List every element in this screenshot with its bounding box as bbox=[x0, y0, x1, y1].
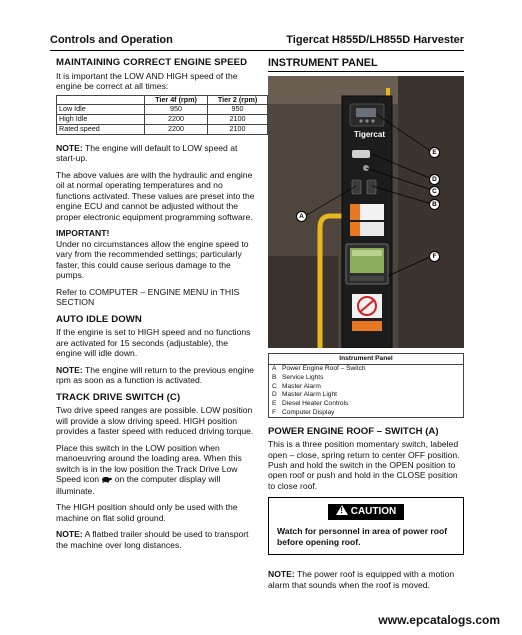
important-label: IMPORTANT! bbox=[56, 228, 110, 239]
header-rule bbox=[50, 50, 464, 51]
callout-e: E bbox=[429, 147, 440, 158]
section-title-track-drive: TRACK DRIVE SWITCH (C) bbox=[56, 391, 181, 403]
instrument-panel-photo bbox=[268, 76, 464, 348]
legend-letter: E bbox=[272, 399, 277, 407]
table-row bbox=[57, 125, 268, 135]
table-cell: High Idle bbox=[57, 115, 145, 125]
track-drive-text-b: on the computer display will illuminate. bbox=[56, 474, 221, 496]
table-cell: 950 bbox=[145, 105, 208, 115]
table-cell: 2100 bbox=[208, 115, 268, 125]
table-cell: Rated speed bbox=[57, 125, 145, 135]
header-section-title: Controls and Operation bbox=[50, 34, 173, 46]
caution-label-text: CAUTION bbox=[350, 506, 397, 518]
refer-computer-menu: Refer to COMPUTER – ENGINE MENU in THIS SECTION bbox=[56, 286, 240, 308]
track-drive-paragraph-2 bbox=[56, 443, 256, 496]
table-header-cell: Tier 4f (rpm) bbox=[145, 95, 208, 105]
engine-speed-intro: It is important the LOW AND HIGH speed of the engine be correct at all times: bbox=[56, 70, 238, 92]
section-title-auto-idle: AUTO IDLE DOWN bbox=[56, 313, 142, 325]
note-label: NOTE: bbox=[56, 529, 83, 540]
power-roof-paragraph: This is a three position momentary switch, labeled open – close, spring return to center OFF position. Push and hold the switch in the OPEN position to open roof or push and hold in the CLOSE position to close roof. bbox=[268, 439, 460, 491]
track-drive-text-a: Place this switch in the LOW position when manoeuvring around the loading area. When this switch is in the low position the Track Drive Low Speed icon bbox=[56, 442, 242, 485]
legend-letter: B bbox=[272, 373, 277, 381]
table-cell: 2100 bbox=[208, 125, 268, 135]
callout-a: A bbox=[296, 211, 307, 222]
note-text: A flatbed trailer should be used to transport the machine over long distances. bbox=[56, 529, 249, 550]
legend-text: Service Lights bbox=[282, 373, 324, 381]
legend-text: Master Alarm Light bbox=[282, 391, 337, 399]
important-text: Under no circumstances allow the engine speed to vary from the recommended settings; particularly faster, this could cause serious damage to the pumps. bbox=[56, 238, 249, 281]
left-column bbox=[56, 57, 256, 556]
list-item bbox=[269, 365, 463, 374]
auto-idle-paragraph: If the engine is set to HIGH speed and no functions are activated for 15 seconds (adjustable), the engine will idle down. bbox=[56, 327, 251, 359]
table-cell: Low Idle bbox=[57, 105, 145, 115]
caution-label bbox=[328, 504, 404, 520]
turtle-icon bbox=[101, 475, 112, 485]
right-column bbox=[268, 57, 464, 596]
note-default-low-speed bbox=[56, 143, 256, 164]
list-item bbox=[269, 391, 463, 400]
table-header-cell: Tier 2 (rpm) bbox=[208, 95, 268, 105]
list-item bbox=[269, 400, 463, 409]
legend-letter: F bbox=[272, 408, 277, 416]
table-cell: 2200 bbox=[145, 115, 208, 125]
note-text: The engine will default to LOW speed at start-up. bbox=[56, 142, 238, 164]
watermark-link[interactable]: www.epcatalogs.com bbox=[378, 613, 500, 627]
legend-text: Master Alarm bbox=[282, 382, 321, 390]
note-text: The engine will return to the previous engine rpm as soon as a function is activated. bbox=[56, 364, 255, 386]
note-label: NOTE: bbox=[56, 142, 83, 153]
note-label: NOTE: bbox=[56, 364, 83, 375]
caution-text: Watch for personnel in area of power roof before opening roof. bbox=[277, 526, 448, 547]
list-item bbox=[269, 383, 463, 392]
legend-letter: C bbox=[272, 382, 277, 390]
brand-text: Tigercat bbox=[354, 130, 385, 140]
list-item bbox=[269, 409, 463, 418]
instrument-panel-legend bbox=[268, 353, 464, 418]
callout-c: C bbox=[429, 186, 440, 197]
note-text: The power roof is equipped with a motion alarm that sounds when the roof is moved. bbox=[268, 569, 455, 590]
table-cell: 2200 bbox=[145, 125, 208, 135]
legend-letter: D bbox=[272, 391, 277, 399]
legend-text: Power Engine Roof – Switch bbox=[282, 365, 366, 373]
caution-box bbox=[268, 497, 464, 555]
note-flatbed-trailer bbox=[56, 529, 256, 550]
header-manual-title: Tigercat H855D/LH855D Harvester bbox=[286, 34, 464, 46]
section-title-instrument-panel: INSTRUMENT PANEL bbox=[268, 57, 464, 72]
legend-title: Instrument Panel bbox=[269, 354, 463, 365]
callout-d: D bbox=[429, 174, 440, 185]
note-return-rpm bbox=[56, 365, 256, 386]
legend-text: Diesel Heater Controls bbox=[282, 399, 349, 407]
note-label: NOTE: bbox=[268, 569, 295, 580]
preset-values-paragraph: The above values are with the hydraulic and engine oil at normal operating temperatures and no functions activated. These values are preset into the engine ECU and cannot be adjusted without the proper electronic equipment programming software. bbox=[56, 169, 255, 222]
track-drive-paragraph-3: The HIGH position should only be used with the machine on flat solid ground. bbox=[56, 502, 238, 523]
callout-b: B bbox=[429, 199, 440, 210]
legend-text: Computer Display bbox=[282, 408, 335, 416]
section-title-power-roof: POWER ENGINE ROOF – SWITCH (A) bbox=[268, 426, 439, 438]
warning-triangle-icon: ! bbox=[336, 505, 348, 515]
note-motion-alarm bbox=[268, 569, 464, 590]
list-item bbox=[269, 374, 463, 383]
engine-speed-table bbox=[56, 95, 268, 135]
legend-letter: A bbox=[272, 365, 277, 373]
section-title-engine-speed: MAINTAINING CORRECT ENGINE SPEED bbox=[56, 57, 248, 68]
table-cell: 950 bbox=[208, 105, 268, 115]
track-drive-paragraph-1: Two drive speed ranges are possible. LOW position will provide a slow driving speed. HIGH position provides a faster speed with reduced driving torque. bbox=[56, 405, 254, 437]
callout-f: F bbox=[429, 251, 440, 262]
